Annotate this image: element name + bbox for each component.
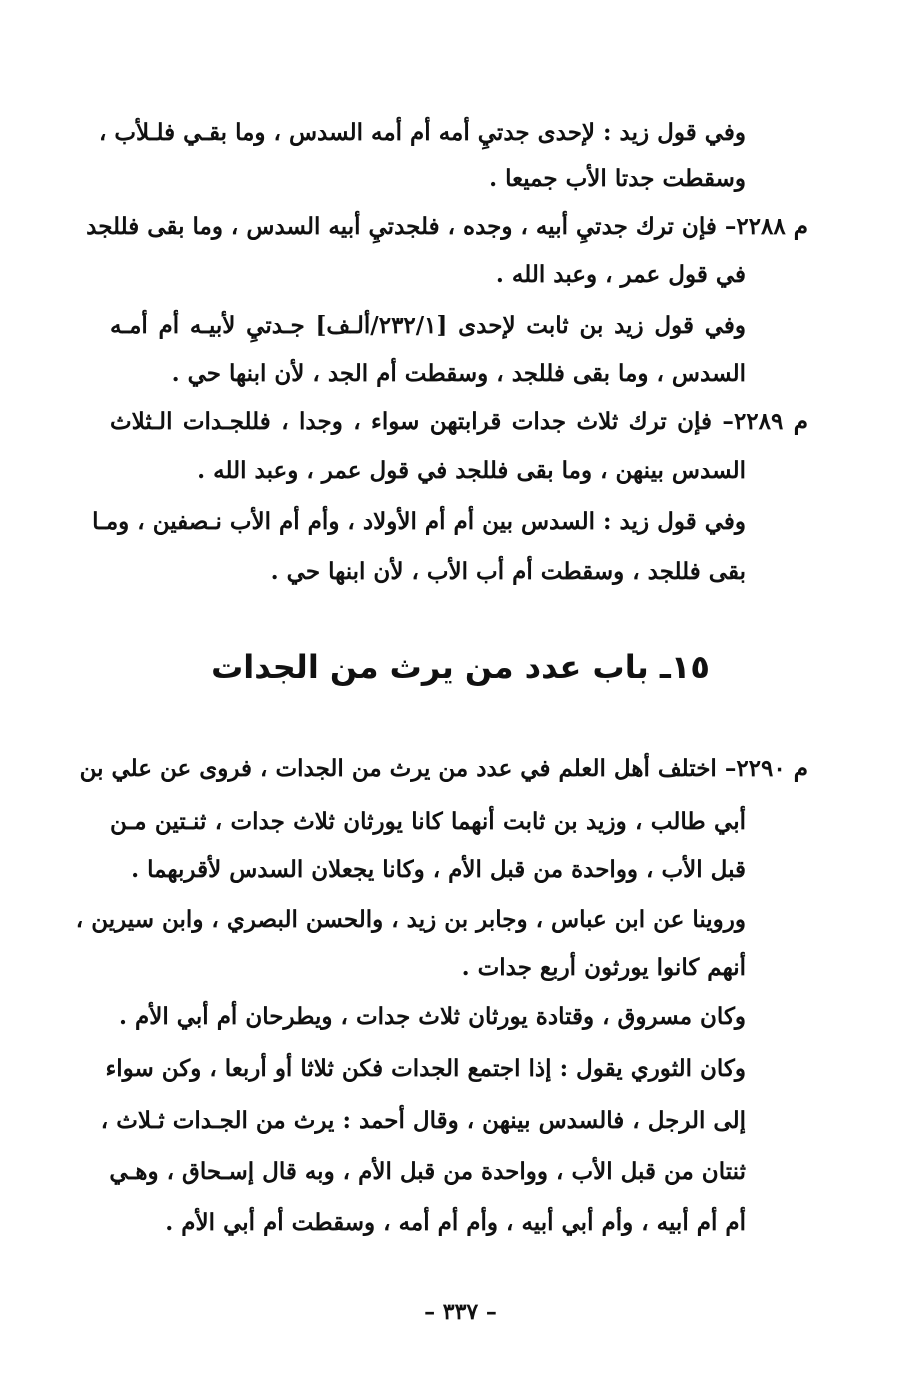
text-line: السدس ، وما بقى فللجد ، وسقطت أم الجد ، لأن ابنها حي . [171,360,746,387]
text-line: وفي قول زيد : السدس بين أم أم الأولاد ، وأم أم الأب نـصفين ، ومـا [92,508,746,535]
text-line: في قول عمر ، وعبد الله . [495,261,746,288]
text-line: إلى الرجل ، فالسدس بينهن ، وقال أحمد : يرث من الجـدات ثـلاث ، [100,1107,746,1134]
text-line: أبي طالب ، وزيد بن ثابت أنهما كانا يورثان ثلاث جدات ، ثنـتين مـن [110,808,746,835]
text-line: وروينا عن ابن عباس ، وجابر بن زيد ، والحسن البصري ، وابن سيرين ، [75,906,746,933]
masala-2288-line: م ٢٢٨٨– فإن ترك جدتيِ أبيه ، وجده ، فلجدتيِ أبيه السدس ، وما بقى فللجد [86,213,808,240]
text-line: وسقطت جدتا الأب جميعا . [489,165,746,192]
text-line: وفي قول زيد : لإحدى جدتيِ أمه أم أمه السدس ، وما بقـي فلـلأب ، [98,119,746,146]
text-line: ثنتان من قبل الأب ، وواحدة من قبل الأم ، وبه قال إسـحاق ، وهـي [109,1158,746,1185]
masala-2289-line: م ٢٢٨٩– فإن ترك ثلاث جدات قرابتهن سواء ، وجدا ، فللجـدات الـثلاث [110,408,809,435]
text-line: وكان مسروق ، وقتادة يورثان ثلاث جدات ، ويطرحان أم أبي الأم . [118,1003,746,1030]
chapter-heading: ١٥ـ باب عدد من يرث من الجدات [211,648,710,686]
text-line: وفي قول زيد بن ثابت لإحدى [٢٣٢/١/ألـف] جـدتيِ لأبيـه أم أمـه [110,312,746,339]
text-line: أنهم كانوا يورثون أربع جدات . [461,954,746,981]
masala-2290-line: م ٢٢٩٠– اختلف أهل العلم في عدد من يرث من الجدات ، فروى عن علي بن [79,755,808,782]
text-line: بقى فللجد ، وسقطت أم أب الأب ، لأن ابنها حي . [270,558,746,585]
text-line: أم أم أبيه ، وأم أبي أبيه ، وأم أم أمه ، وسقطت أم أبي الأم . [165,1209,746,1236]
text-line: السدس بينهن ، وما بقى فللجد في قول عمر ، وعبد الله . [197,457,746,484]
text-line: وكان الثوري يقول : إذا اجتمع الجدات فكن ثلاثا أو أربعا ، وكن سواء [105,1055,746,1082]
text-line: قبل الأب ، وواحدة من قبل الأم ، وكانا يجعلان السدس لأقربهما . [131,856,746,883]
page-number: – ٣٣٧ – [424,1299,497,1325]
